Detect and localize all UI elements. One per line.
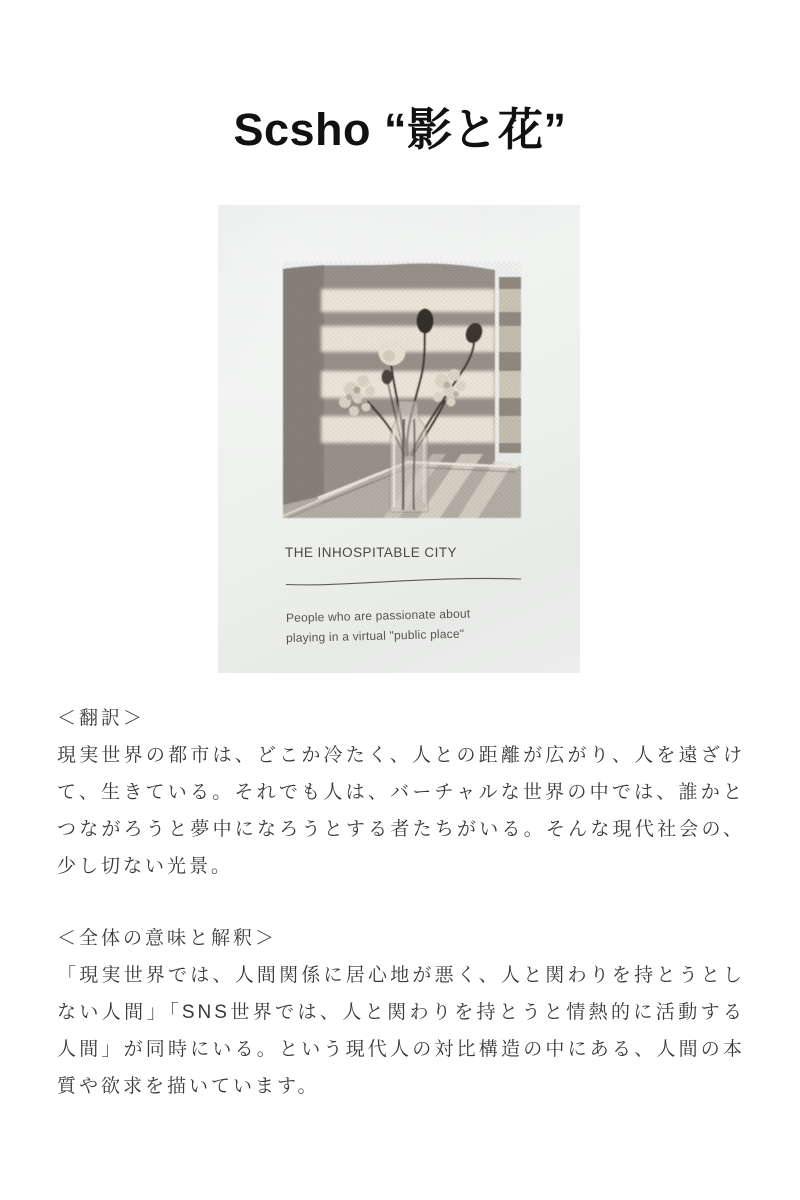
interpretation-heading: ＜全体の意味と解釈＞ [57, 928, 278, 949]
interpretation-section [57, 920, 745, 1105]
interpretation-line: ない人間」「SNS世界では、人と関わりを持とうと情熱的に活動する [57, 1002, 745, 1023]
tshirt-photo [218, 205, 580, 673]
translation-line: て、生きている。それでも人は、バーチャルな世界の中では、誰かと [57, 782, 745, 803]
translation-line: つながろうと夢中になろうとする者たちがいる。そんな現代社会の、 [57, 819, 745, 840]
print-title: THE INHOSPITABLE CITY [285, 545, 457, 560]
interpretation-line: 人間」が同時にいる。という現代人の対比構造の中にある、人間の本 [57, 1039, 745, 1060]
translation-line: 少し切ない光景。 [57, 856, 234, 877]
page-title: Scsho “影と花” [233, 104, 567, 155]
interpretation-line: 「現実世界では、人間関係に居心地が悪く、人と関わりを持とうとし [57, 965, 745, 986]
print-divider-line [286, 578, 521, 584]
halftone-print [283, 261, 521, 518]
print-caption-line-1: People who are passionate about [285, 606, 471, 625]
tshirt-print-graphic [218, 205, 580, 673]
translation-line: 現実世界の都市は、どこか冷たく、人との距離が広がり、人を遠ざけ [57, 745, 745, 766]
translation-heading: ＜翻訳＞ [57, 708, 146, 729]
translation-section [57, 700, 745, 885]
interpretation-line: 質や欲求を描いています。 [57, 1076, 320, 1097]
print-caption-line-2: playing in a virtual "public place" [285, 626, 465, 645]
halftone-texture [283, 261, 521, 518]
